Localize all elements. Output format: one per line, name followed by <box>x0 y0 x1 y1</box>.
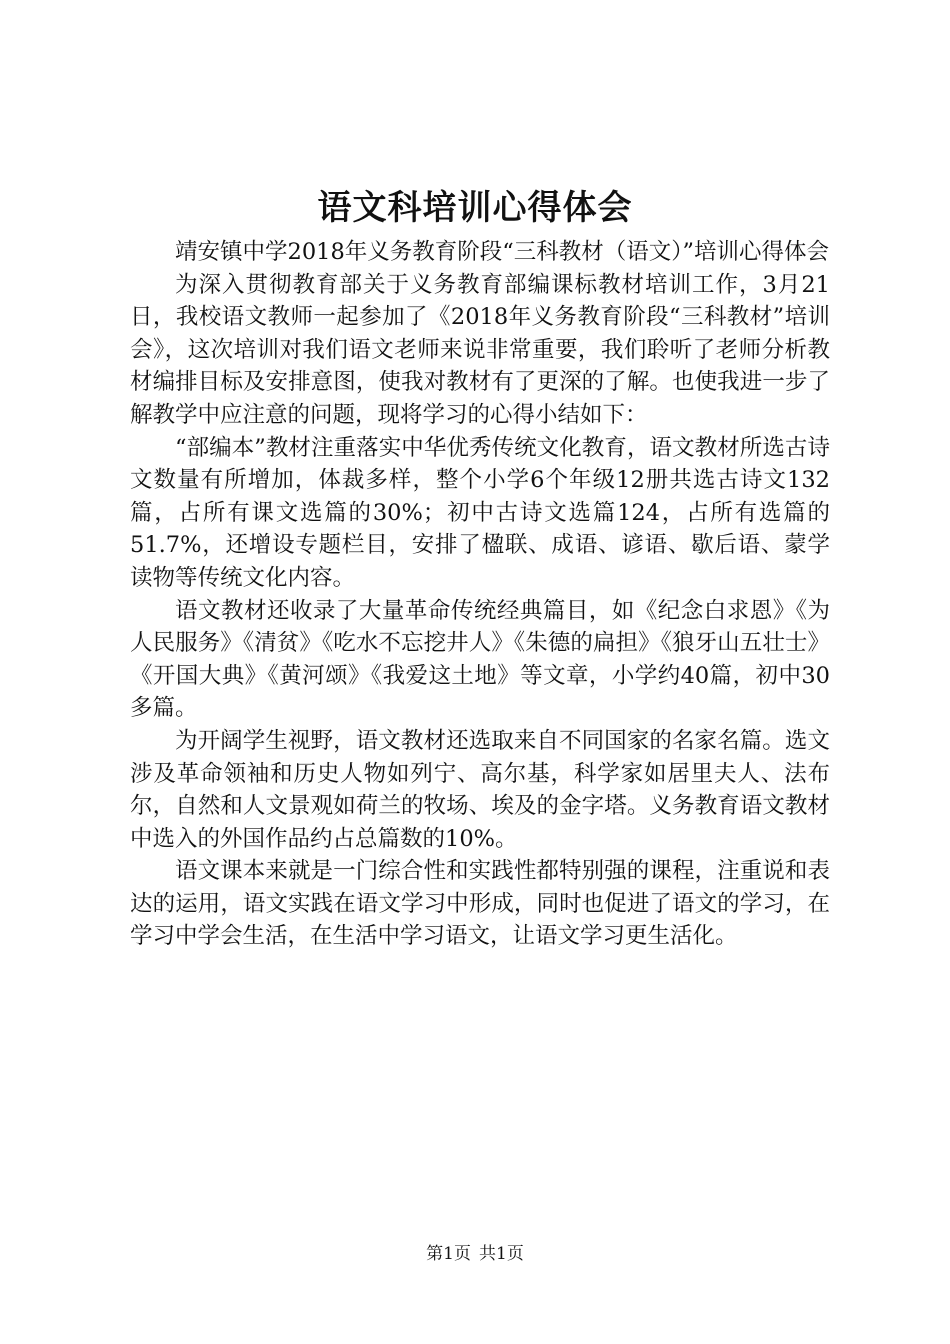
page-number-total: 共1页 <box>479 1244 524 1264</box>
paragraph-1: 靖安镇中学2018年义务教育阶段“三科教材（语文）”培训心得体会 <box>175 239 830 265</box>
document-title: 语文科培训心得体会 <box>317 188 633 228</box>
page-number-current: 第1页 <box>426 1244 471 1264</box>
paragraph-2: 为深入贯彻教育部关于义务教育部编课标教材培训工作，3月21日，我校语文教师一起参加了《2018年义务教育阶段“三科教材”培训会》，这次培训对我们语文老师来说非常重要，我们聆听了老师分析教材编排目标及安排意图，使我对教材有了更深的了解。也使我进一步了解教学中应注意的问题，现将学习的心得小结如下： <box>130 271 830 428</box>
paragraph-3: “部编本”教材注重落实中华优秀传统文化教育，语文教材所选古诗文数量有所增加，体裁多样，整个小学6个年级12册共选古诗文132篇，占所有课文选篇的30%；初中古诗文选篇124，占所有选篇的51.7%，还增设专题栏目，安排了楹联、成语、谚语、歇后语、蒙学读物等传统文化内容。 <box>130 434 830 591</box>
paragraph-6: 语文课本来就是一门综合性和实践性都特别强的课程，注重说和表达的运用，语文实践在语文学习中形成，同时也促进了语文的学习，在学习中学会生活，在生活中学习语文，让语文学习更生活化。 <box>130 858 830 950</box>
document-body <box>130 236 830 953</box>
paragraph-5: 为开阔学生视野，语文教材还选取来自不同国家的名家名篇。选文涉及革命领袖和历史人物如列宁、高尔基，科学家如居里夫人、法布尔，自然和人文景观如荷兰的牧场、埃及的金字塔。义务教育语文教材中选入的外国作品约占总篇数的10%。 <box>130 727 830 852</box>
paragraph-4: 语文教材还收录了大量革命传统经典篇目，如《纪念白求恩》《为人民服务》《清贫》《吃水不忘挖井人》《朱德的扁担》《狼牙山五壮士》《开国大典》《黄河颂》《我爱这土地》等文章，小学约40篇，初中30多篇。 <box>130 597 830 722</box>
page-footer <box>0 1242 950 1266</box>
